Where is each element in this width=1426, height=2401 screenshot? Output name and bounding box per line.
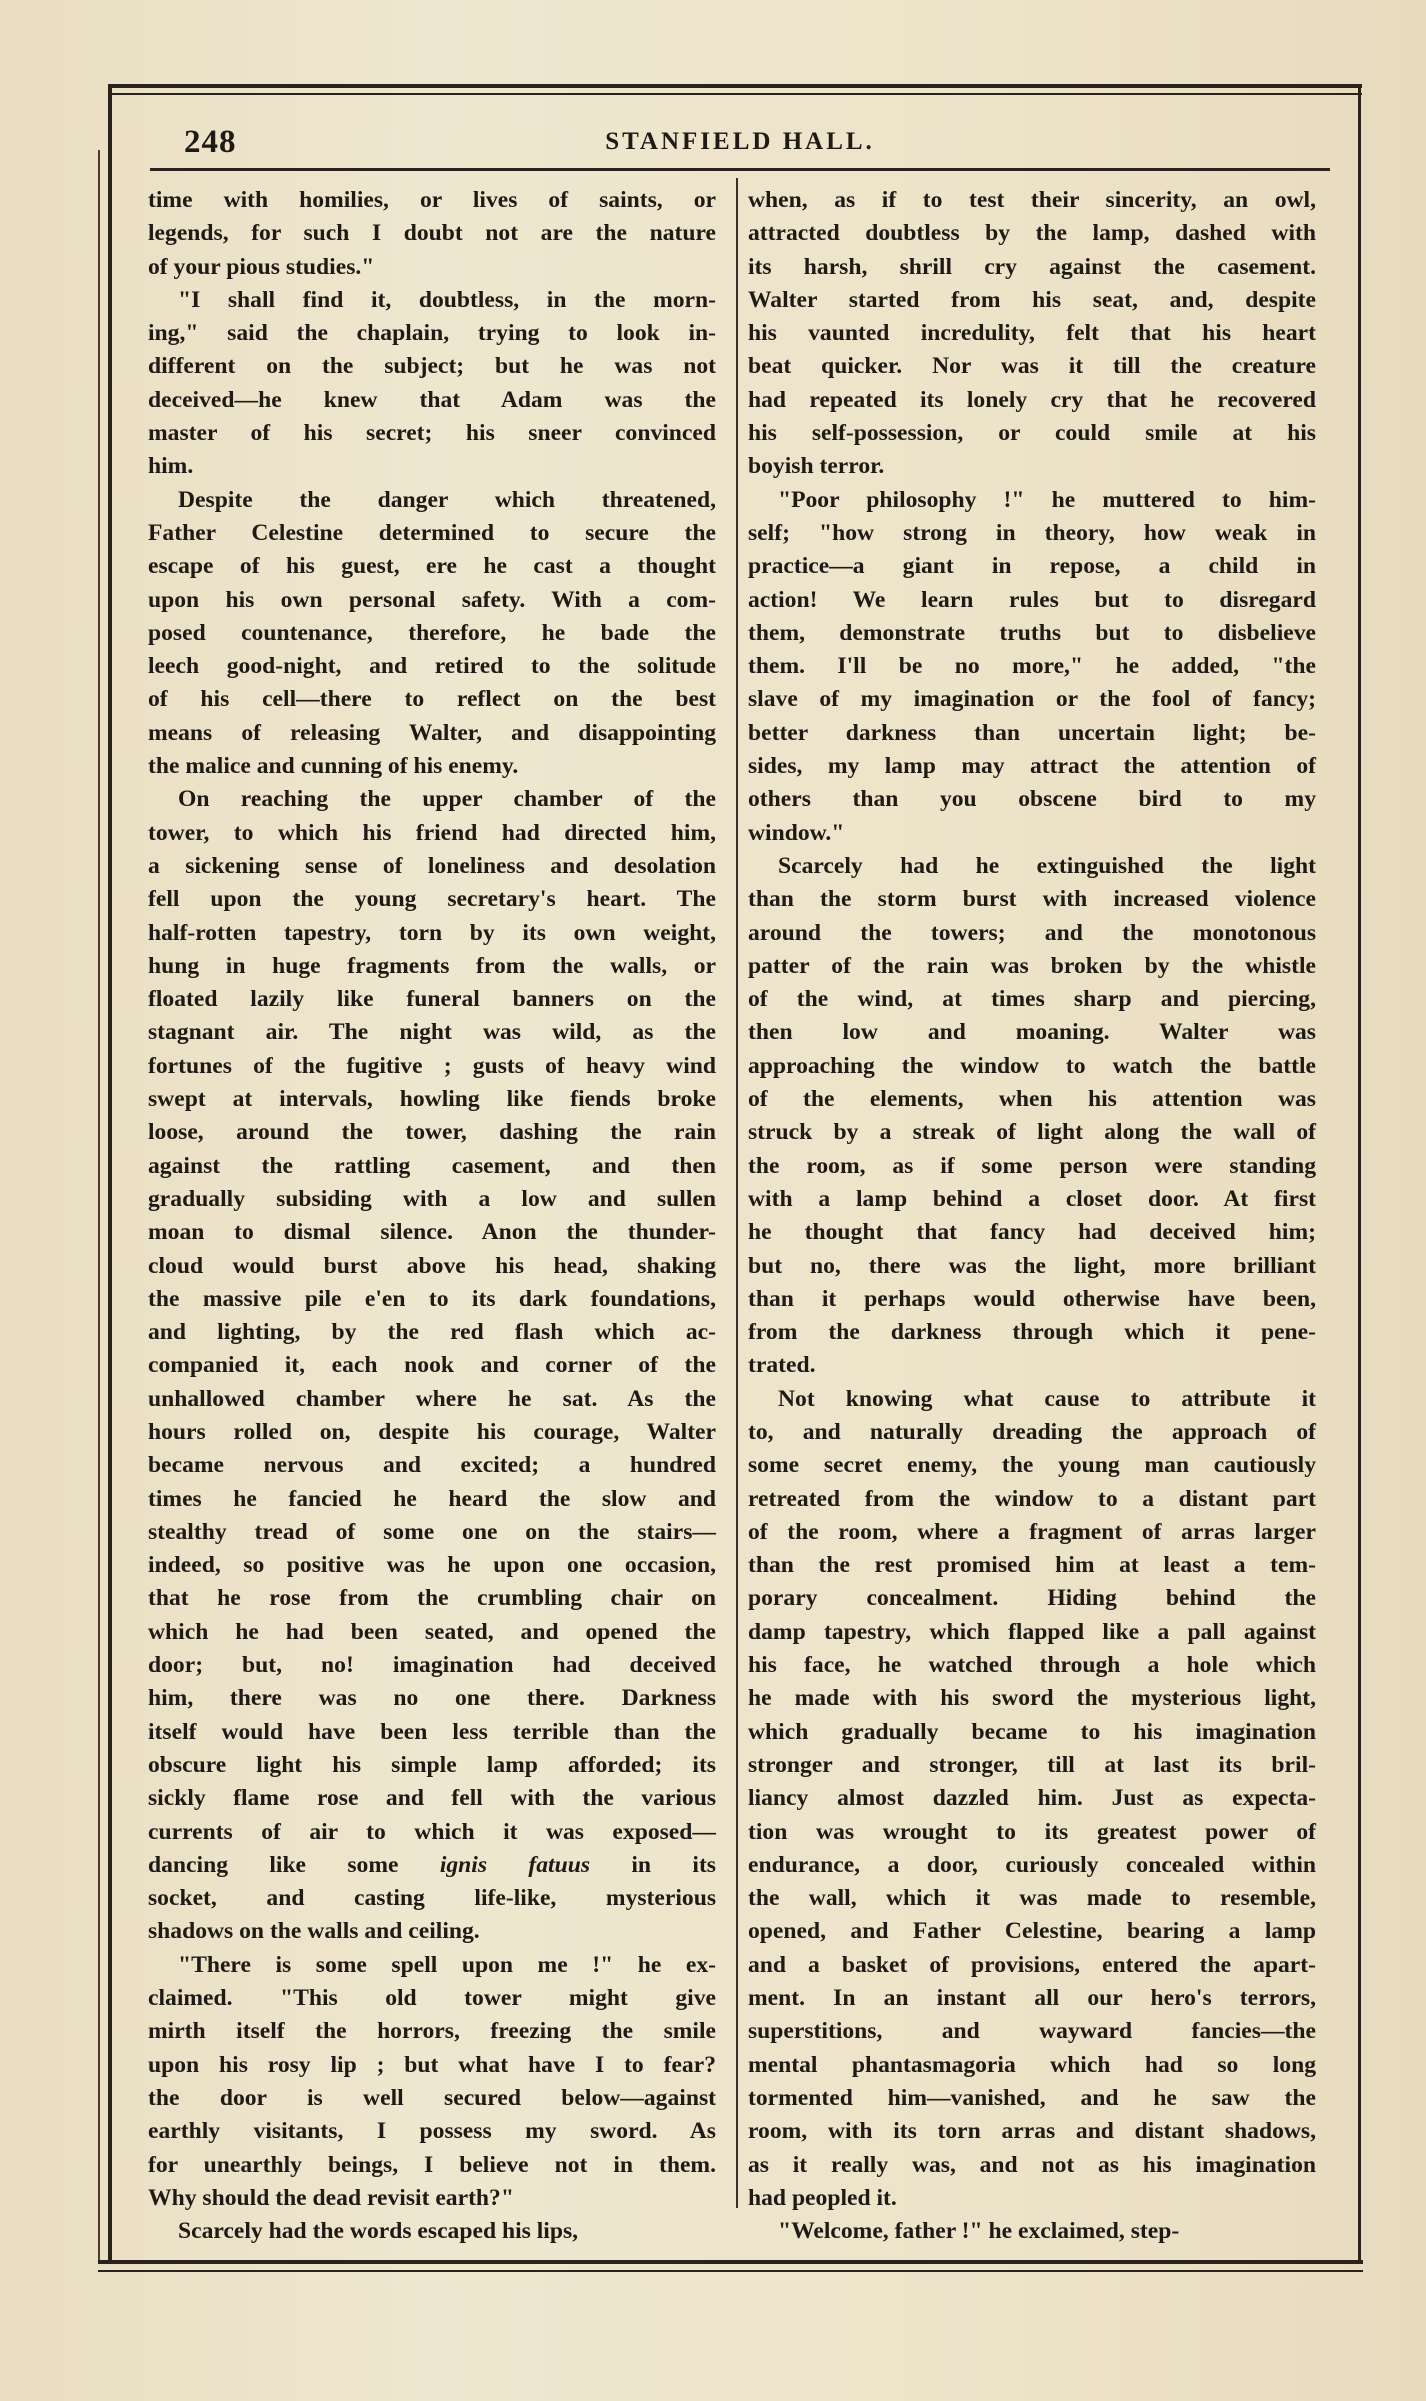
text-line: him, there was no one there. Darkness — [148, 1685, 716, 1712]
text-line: them. I'll be no more," he added, "the — [748, 653, 1316, 680]
text-line: door; but, no! imagination had deceived — [148, 1652, 716, 1679]
text-line: which gradually became to his imagination — [748, 1718, 1316, 1745]
paragraph — [748, 1383, 1316, 2215]
text-line: fortunes of the fugitive ; gusts of heavy wind — [148, 1052, 716, 1079]
page-number: 248 — [184, 124, 237, 160]
text-line: hung in huge fragments from the walls, or — [148, 952, 716, 979]
text-line: which he had been seated, and opened the — [148, 1618, 716, 1645]
text-line: superstitions, and wayward fancies—the — [748, 2018, 1316, 2045]
paragraph — [748, 484, 1316, 850]
text-line: mental phantasmagoria which had so long — [748, 2051, 1316, 2078]
top-border — [112, 84, 1362, 88]
text-line: beat quicker. Nor was it till the creature — [748, 353, 1316, 380]
text-line: as it really was, and not as his imagination — [748, 2151, 1316, 2178]
text-line: when, as if to test their sincerity, an owl, — [748, 187, 1316, 213]
text-line: the door is well secured below—against — [148, 2084, 716, 2111]
text-line: claimed. "This old tower might give — [148, 1985, 716, 2012]
text-line: porary concealment. Hiding behind the — [748, 1585, 1316, 1612]
text-line: Father Celestine determined to secure the — [148, 519, 716, 546]
text-line: he made with his sword the mysterious light, — [748, 1685, 1316, 1712]
text-line: companied it, each nook and corner of the — [148, 1352, 716, 1379]
text-line: liancy almost dazzled him. Just as expecta- — [748, 1785, 1316, 1812]
right-border — [1358, 84, 1361, 2264]
text-line: fell upon the young secretary's heart. The — [148, 886, 716, 913]
text-line: boyish terror. — [748, 453, 885, 480]
text-line: patter of the rain was broken by the whistle — [748, 952, 1316, 979]
text-line: upon his rosy lip ; but what have I to fear? — [148, 2051, 716, 2078]
text-line: ing," said the chaplain, trying to look in- — [148, 320, 716, 347]
text-line: the malice and cunning of his enemy. — [148, 753, 519, 780]
text-line: some secret enemy, the young man cautiously — [748, 1452, 1316, 1479]
text-line: he thought that fancy had deceived him; — [748, 1219, 1316, 1246]
text-line: window." — [748, 819, 845, 846]
text-line: from the darkness through which it pene- — [748, 1319, 1316, 1346]
bottom-border — [98, 2260, 1363, 2264]
text-line: "I shall find it, doubtless, in the morn- — [178, 286, 716, 313]
text-line: time with homilies, or lives of saints, or — [148, 187, 716, 213]
text-line: deceived—he knew that Adam was the — [148, 386, 716, 413]
text-line: upon his own personal safety. With a com- — [148, 586, 716, 613]
text-line: him. — [148, 453, 194, 480]
text-line: swept at intervals, howling like fiends broke — [148, 1086, 716, 1113]
text-line: On reaching the upper chamber of the — [178, 786, 716, 813]
text-line: than the rest promised him at least a tem- — [748, 1552, 1316, 1579]
column-divider — [736, 178, 738, 2208]
text-line: practice—a giant in repose, a child in — [748, 553, 1316, 580]
text-line: its harsh, shrill cry against the casement. — [748, 253, 1316, 280]
right-text-column — [748, 184, 1316, 2248]
text-line: stronger and stronger, till at last its bril- — [748, 1751, 1316, 1778]
text-line: the room, as if some person were standing — [748, 1152, 1316, 1179]
text-line: Why should the dead revisit earth?" — [148, 2184, 514, 2211]
left-text-column — [148, 184, 716, 2248]
header-rule — [150, 168, 1330, 171]
text-line: indeed, so positive was he upon one occasion, — [148, 1552, 716, 1579]
text-line: Not knowing what cause to attribute it — [778, 1385, 1316, 1412]
text-line: than it perhaps would otherwise have been, — [748, 1285, 1316, 1312]
text-line: of the wind, at times sharp and piercing, — [748, 986, 1316, 1013]
text-line: tower, to which his friend had directed him, — [148, 819, 716, 846]
text-line: but no, there was the light, more brilliant — [748, 1252, 1316, 1279]
text-line: tion was wrought to its greatest power of — [748, 1818, 1316, 1845]
paragraph — [148, 783, 716, 1948]
text-line: Despite the danger which threatened, — [178, 486, 716, 513]
text-line: against the rattling casement, and then — [148, 1152, 716, 1179]
paragraph — [748, 2215, 1316, 2248]
text-line: action! We learn rules but to disregard — [748, 586, 1316, 613]
text-line: his self-possession, or could smile at his — [748, 420, 1316, 447]
text-line: moan to dismal silence. Anon the thunder- — [148, 1219, 716, 1246]
paragraph — [148, 184, 716, 284]
text-line: had peopled it. — [748, 2184, 897, 2211]
text-line: his face, he watched through a hole which — [748, 1652, 1316, 1679]
text-line: opened, and Father Celestine, bearing a lamp — [748, 1918, 1316, 1945]
text-line: of the room, where a fragment of arras larger — [748, 1518, 1316, 1545]
text-line: better darkness than uncertain light; be- — [748, 719, 1316, 746]
top-border-inner — [112, 93, 1362, 95]
text-line: of your pious studies." — [148, 253, 375, 280]
paragraph — [148, 1949, 716, 2215]
text-line: ment. In an instant all our hero's terrors, — [748, 1985, 1316, 2012]
text-line: room, with its torn arras and distant shadows, — [748, 2118, 1316, 2145]
text-line: than the storm burst with increased violence — [748, 886, 1316, 913]
bottom-border-inner — [98, 2270, 1363, 2272]
text-line: retreated from the window to a distant part — [748, 1485, 1316, 1512]
text-line: itself would have been less terrible than the — [148, 1718, 716, 1745]
text-line: hours rolled on, despite his courage, Walter — [148, 1418, 716, 1445]
paragraph — [748, 184, 1316, 484]
text-line: damp tapestry, which flapped like a pall against — [748, 1618, 1316, 1645]
text-line: his vaunted incredulity, felt that his heart — [748, 320, 1316, 347]
text-line: stagnant air. The night was wild, as the — [148, 1019, 716, 1046]
text-line: "There is some spell upon me !" he ex- — [178, 1951, 716, 1978]
text-line: means of releasing Walter, and disappointing — [148, 719, 716, 746]
text-line: the wall, which it was made to resemble, — [748, 1885, 1316, 1912]
text-line: of his cell—there to reflect on the best — [148, 686, 716, 713]
text-line: currents of air to which it was exposed— — [148, 1818, 716, 1845]
text-line: with a lamp behind a closet door. At first — [748, 1185, 1316, 1212]
text-line: approaching the window to watch the battle — [748, 1052, 1316, 1079]
text-line: self; "how strong in theory, how weak in — [748, 519, 1316, 546]
text-line: became nervous and excited; a hundred — [148, 1452, 716, 1479]
text-line: endurance, a door, curiously concealed within — [748, 1851, 1316, 1878]
paragraph — [148, 2215, 716, 2248]
text-line: struck by a streak of light along the wall of — [748, 1119, 1316, 1146]
text-line: shadows on the walls and ceiling. — [148, 1918, 480, 1945]
text-line: slave of my imagination or the fool of fancy; — [748, 686, 1316, 713]
text-line: times he fancied he heard the slow and — [148, 1485, 716, 1512]
left-border-outer — [98, 150, 100, 2260]
text-line: socket, and casting life-like, mysterious — [148, 1885, 716, 1912]
text-line: obscure light his simple lamp afforded; its — [148, 1751, 716, 1778]
text-line: Walter started from his seat, and, despite — [748, 286, 1316, 313]
text-line: earthly visitants, I possess my sword. As — [148, 2118, 716, 2145]
paragraph — [748, 850, 1316, 1383]
left-border — [108, 84, 112, 2264]
text-line: posed countenance, therefore, he bade the — [148, 619, 716, 646]
text-line: mirth itself the horrors, freezing the smile — [148, 2018, 716, 2045]
text-line: the massive pile e'en to its dark foundations, — [148, 1285, 716, 1312]
page-header — [150, 118, 1330, 162]
text-line: to, and naturally dreading the approach of — [748, 1418, 1316, 1445]
text-line: "Welcome, father !" he exclaimed, step- — [778, 2218, 1180, 2245]
text-line: gradually subsiding with a low and sullen — [148, 1185, 716, 1212]
text-line: leech good-night, and retired to the solitude — [148, 653, 716, 680]
text-line: "Poor philosophy !" he muttered to him- — [778, 486, 1316, 513]
paragraph — [148, 284, 716, 484]
text-line: escape of his guest, ere he cast a thought — [148, 553, 716, 580]
text-line: trated. — [748, 1352, 816, 1379]
text-line: around the towers; and the monotonous — [748, 919, 1316, 946]
text-line: sides, my lamp may attract the attention of — [748, 753, 1316, 780]
text-line: dancing like some ignis fatuus in its — [148, 1851, 716, 1878]
text-line: floated lazily like funeral banners on the — [148, 986, 716, 1013]
text-line: and a basket of provisions, entered the apart- — [748, 1951, 1316, 1978]
text-line: sickly flame rose and fell with the various — [148, 1785, 716, 1812]
text-line: tormented him—vanished, and he saw the — [748, 2084, 1316, 2111]
text-line: Scarcely had he extinguished the light — [778, 852, 1316, 879]
text-line: and lighting, by the red flash which ac- — [148, 1319, 716, 1346]
text-line: legends, for such I doubt not are the nature — [148, 220, 716, 247]
text-line: unhallowed chamber where he sat. As the — [148, 1385, 716, 1412]
text-line: Scarcely had the words escaped his lips, — [178, 2218, 579, 2245]
text-line: had repeated its lonely cry that he recovered — [748, 386, 1316, 413]
text-line: for unearthly beings, I believe not in them. — [148, 2151, 716, 2178]
text-line: attracted doubtless by the lamp, dashed with — [748, 220, 1316, 247]
text-line: stealthy tread of some one on the stairs— — [148, 1518, 716, 1545]
running-title: STANFIELD HALL. — [605, 128, 875, 155]
text-line: then low and moaning. Walter was — [748, 1019, 1316, 1046]
text-line: others than you obscene bird to my — [748, 786, 1316, 813]
text-line: half-rotten tapestry, torn by its own weight, — [148, 919, 716, 946]
text-line: of the elements, when his attention was — [748, 1086, 1316, 1113]
text-line: different on the subject; but he was not — [148, 353, 716, 380]
text-line: cloud would burst above his head, shaking — [148, 1252, 716, 1279]
text-line: master of his secret; his sneer convinced — [148, 420, 716, 447]
text-line: loose, around the tower, dashing the rain — [148, 1119, 716, 1146]
paragraph — [148, 484, 716, 784]
text-line: a sickening sense of loneliness and desolation — [148, 852, 716, 879]
text-line: that he rose from the crumbling chair on — [148, 1585, 716, 1612]
text-line: them, demonstrate truths but to disbelieve — [748, 619, 1316, 646]
